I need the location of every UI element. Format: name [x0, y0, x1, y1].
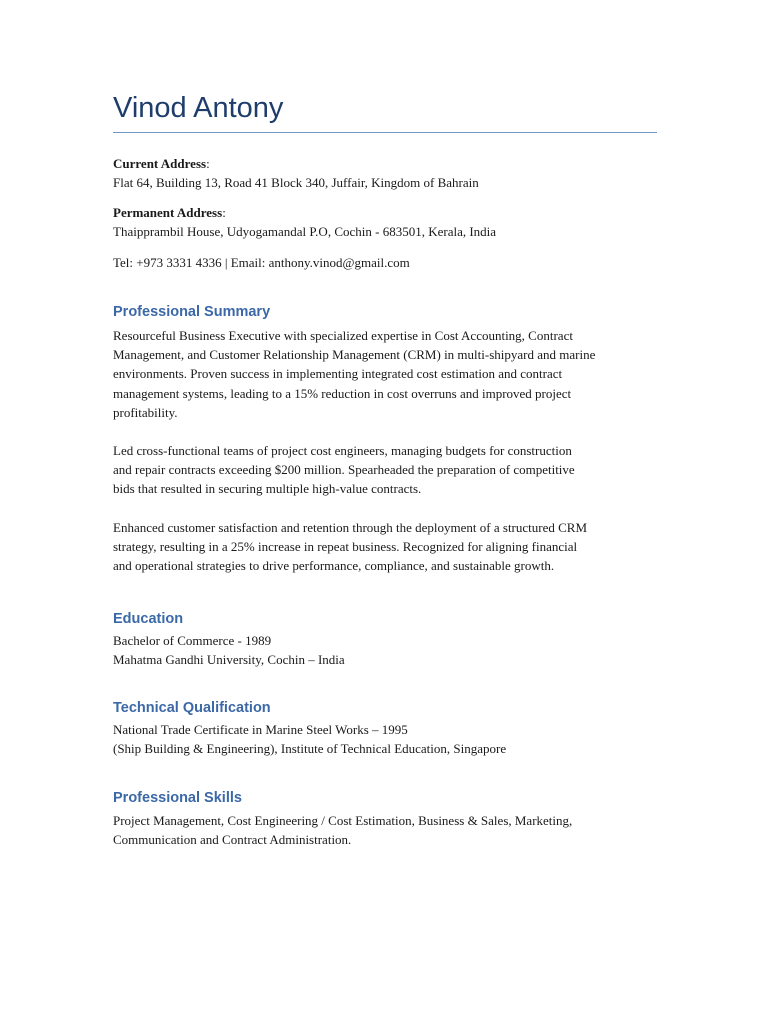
summary-line: bids that resulted in securing multiple high-value contracts.: [113, 481, 422, 497]
summary-line: Resourceful Business Executive with specialized expertise in Cost Accounting, Contract: [113, 328, 573, 343]
skills-line: Communication and Contract Administration.: [113, 832, 352, 848]
summary-line: and operational strategies to drive performance, compliance, and sustainable growth.: [113, 558, 555, 574]
summary-paragraph-1: [113, 326, 658, 422]
technical-block: [113, 720, 658, 758]
current-address-label: Current Address: [113, 156, 207, 171]
summary-line: management systems, leading to a 15% reduction in cost overruns and improved project: [113, 385, 572, 401]
education-degree: Bachelor of Commerce - 1989: [113, 633, 272, 648]
summary-paragraph-3: [113, 518, 658, 576]
current-address-value: Flat 64, Building 13, Road 41 Block 340, Juffair, Kingdom of Bahrain: [113, 175, 479, 190]
technical-heading: Technical Qualification: [113, 700, 271, 716]
permanent-address-value: Thaipprambil House, Udyogamandal P.O, Cochin - 683501, Kerala, India: [113, 224, 497, 239]
permanent-address-colon: :: [222, 205, 226, 220]
skills-line: Project Management, Cost Engineering / Cost Estimation, Business & Sales, Marketing,: [113, 813, 573, 828]
current-address-colon: :: [206, 156, 210, 171]
summary-line: environments. Proven success in implementing integrated cost estimation and contract: [113, 366, 563, 382]
current-address-block: [113, 154, 658, 192]
summary-line: and repair contracts exceeding $200 million. Spearheaded the preparation of competitive: [113, 462, 575, 478]
technical-certificate: National Trade Certificate in Marine Steel Works – 1995: [113, 722, 408, 737]
summary-paragraph-2: [113, 441, 658, 499]
tel-email: Tel: +973 3331 4336 | Email: anthony.vinod@gmail.com: [113, 255, 410, 270]
skills-heading: Professional Skills: [113, 790, 242, 806]
summary-line: Enhanced customer satisfaction and retention through the deployment of a structured CRM: [113, 520, 588, 535]
summary-line: strategy, resulting in a 25% increase in repeat business. Recognized for aligning financial: [113, 539, 578, 555]
summary-line: Led cross-functional teams of project cost engineers, managing budgets for construction: [113, 443, 572, 458]
summary-line: Management, and Customer Relationship Management (CRM) in multi-shipyard and marine: [113, 347, 596, 363]
education-block: [113, 631, 658, 669]
skills-paragraph: [113, 811, 658, 849]
education-university: Mahatma Gandhi University, Cochin – India: [113, 652, 345, 667]
name-divider: [113, 132, 657, 133]
summary-line: profitability.: [113, 404, 178, 420]
permanent-address-label: Permanent Address: [113, 205, 223, 220]
technical-institute: (Ship Building & Engineering), Institute of Technical Education, Singapore: [113, 741, 507, 756]
education-heading: Education: [113, 611, 184, 627]
permanent-address-block: [113, 203, 658, 241]
contact-line: [113, 253, 658, 272]
summary-heading: Professional Summary: [113, 304, 271, 320]
candidate-name: Vinod Antony: [113, 92, 284, 124]
